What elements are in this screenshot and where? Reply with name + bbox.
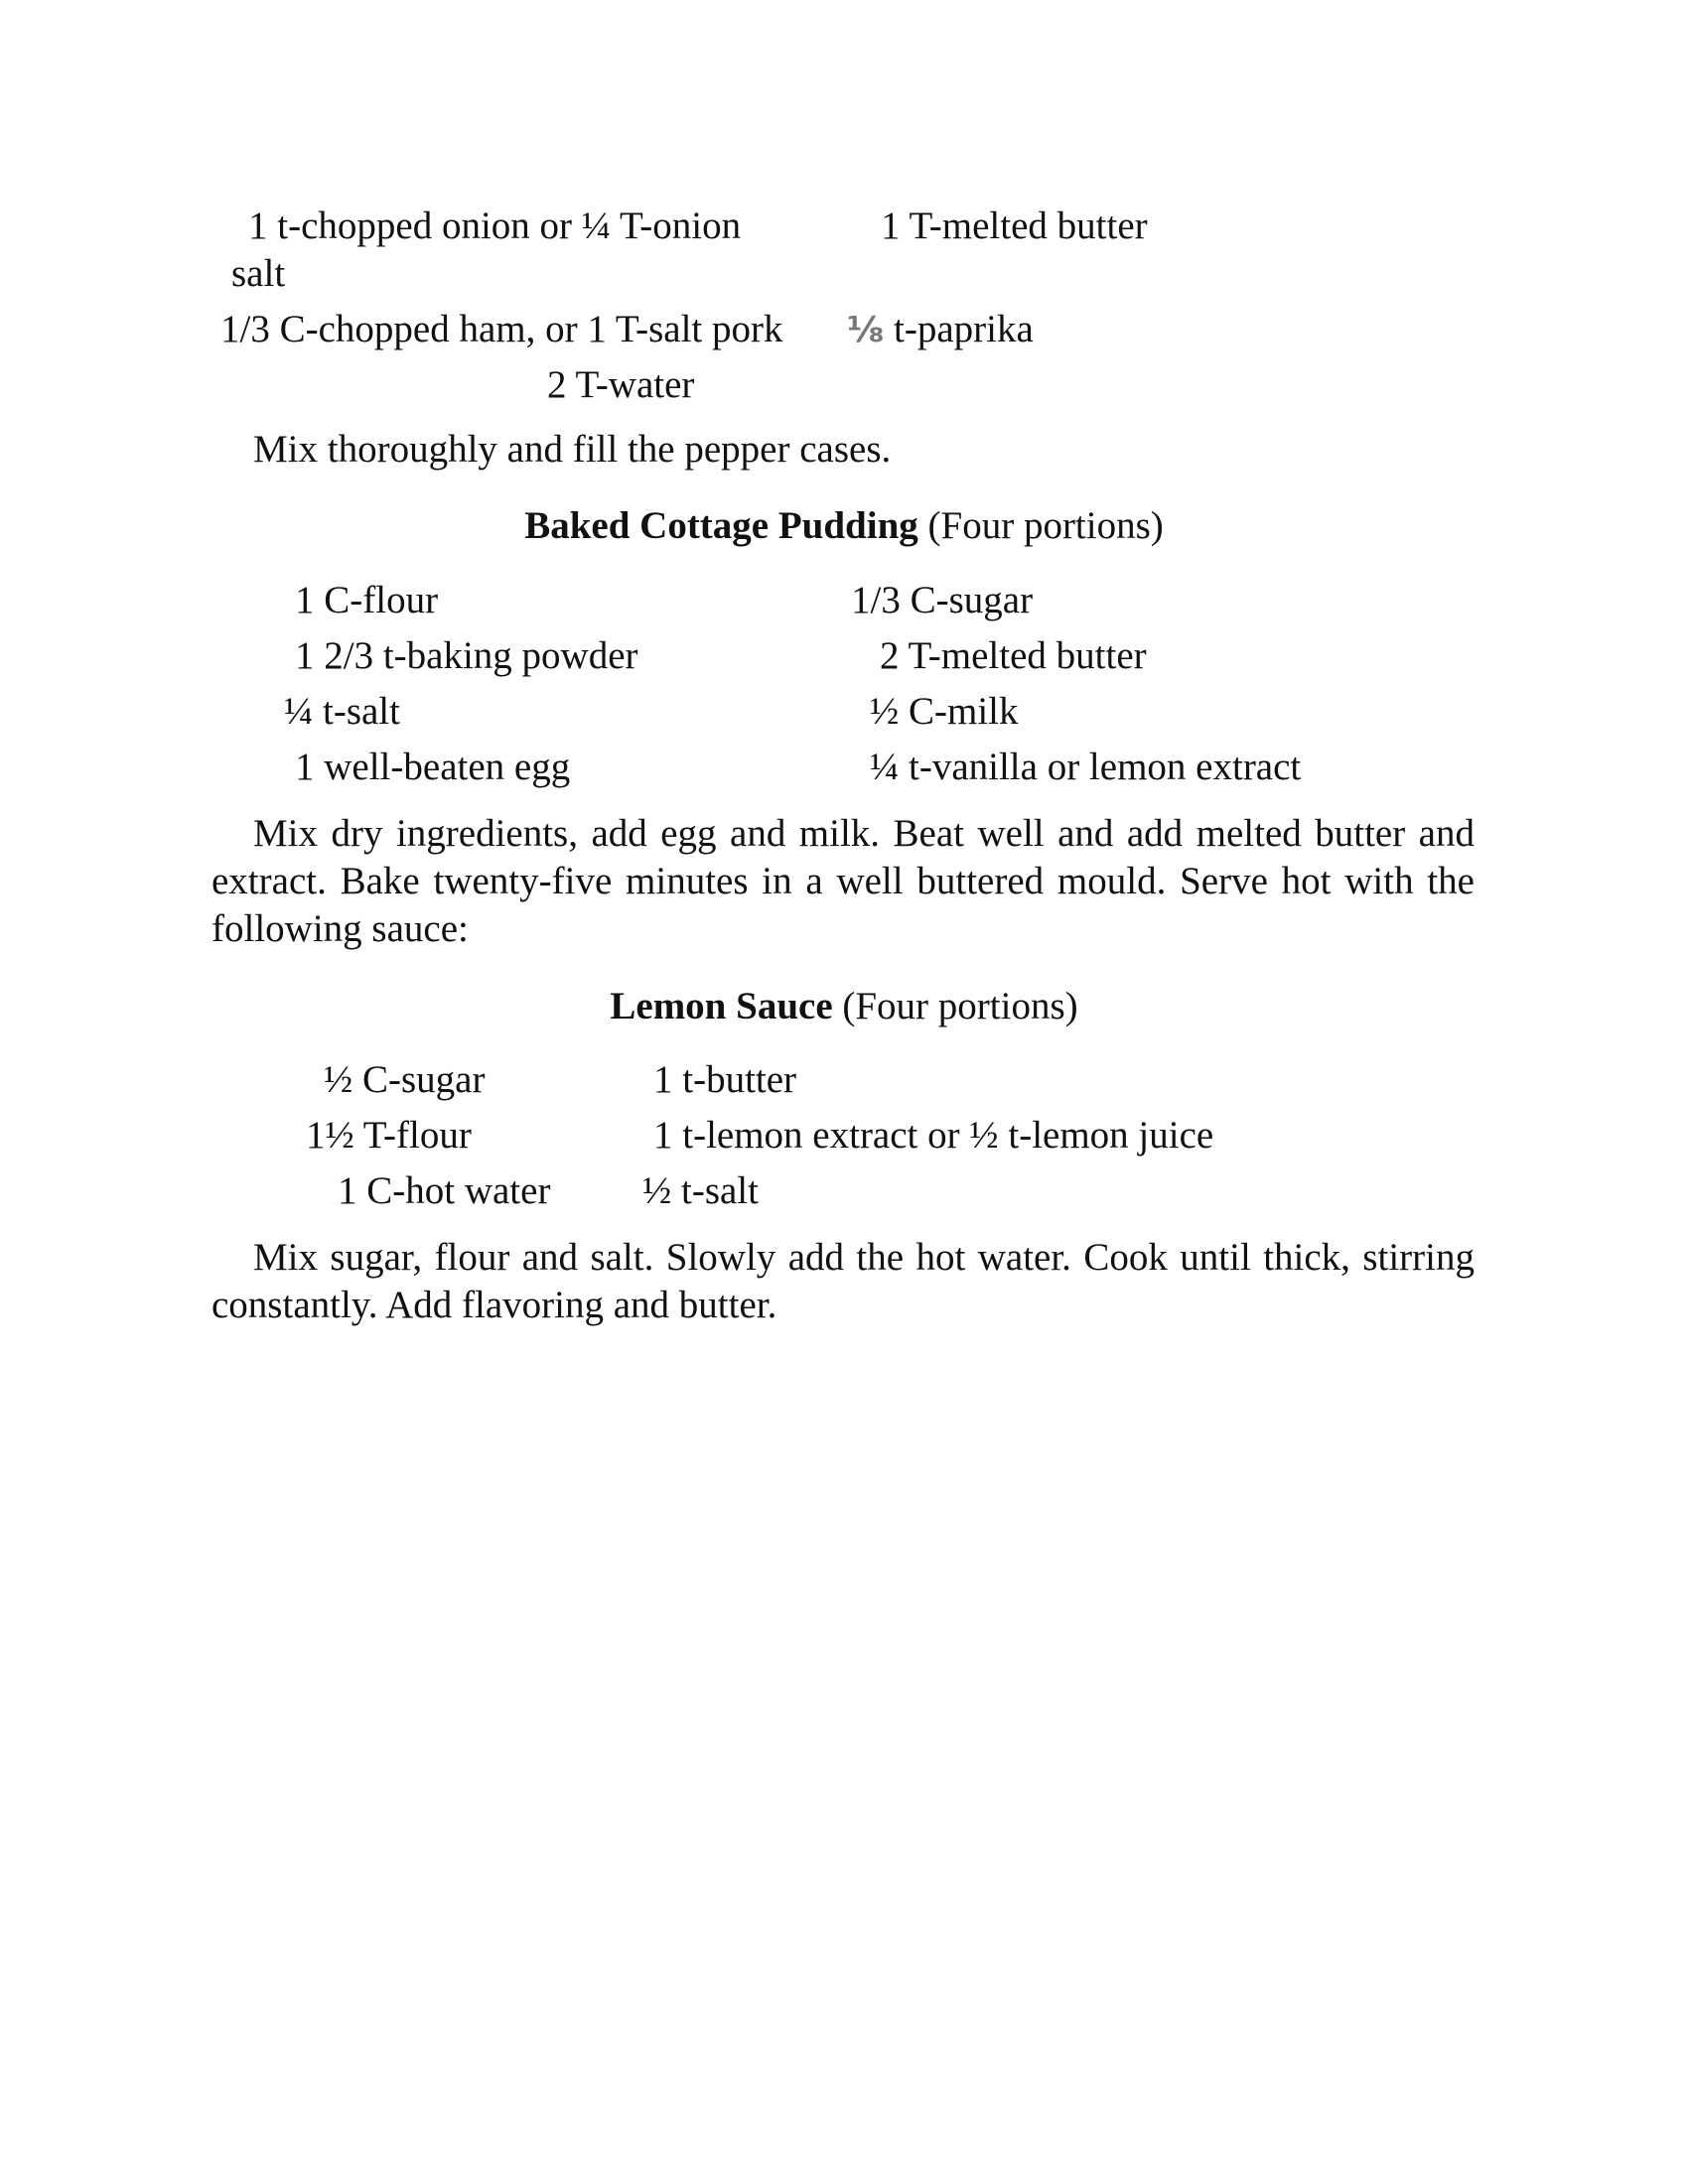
pudding-ingredient-left-3: ¼ t-salt (284, 690, 400, 733)
ingredient-onion-line1: 1 t-chopped onion or ¼ T-onion (248, 205, 742, 247)
pudding-ingredient-left-4: 1 well-beaten egg (295, 746, 571, 788)
sauce-instructions: Mix sugar, flour and salt. Slowly add the hot water. Cook until thick, stirring constantly. Add flavoring and butter. (211, 1236, 1475, 1326)
sauce-heading (0, 987, 1688, 1025)
pudding-title: Baked Cottage Pudding (524, 504, 918, 547)
sauce-ingredient-left-3: 1 C-hot water (338, 1169, 551, 1212)
sauce-title: Lemon Sauce (610, 985, 833, 1027)
pudding-heading (0, 506, 1688, 545)
pudding-ingredient-right-1: 1/3 C-sugar (851, 579, 1034, 621)
pudding-ingredient-left-1: 1 C-flour (295, 579, 439, 621)
pudding-ingredient-left-2: 1 2/3 t-baking powder (295, 634, 638, 677)
sauce-ingredient-right-1: 1 t-butter (653, 1058, 797, 1101)
ingredient-melted-butter: 1 T-melted butter (881, 205, 1148, 247)
stuffing-instructions: Mix thoroughly and fill the pepper cases. (253, 428, 892, 471)
sauce-ingredient-left-1: ½ C-sugar (324, 1058, 486, 1101)
ingredient-paprika (847, 310, 1034, 348)
ingredient-water: 2 T-water (547, 363, 695, 406)
sauce-ingredient-right-2: 1 t-lemon extract or ½ t-lemon juice (653, 1114, 1214, 1157)
ingredient-onion-line2: salt (231, 252, 286, 295)
pudding-ingredient-right-4: ¼ t-vanilla or lemon extract (870, 746, 1302, 788)
paprika-fraction: ⅛ (847, 310, 885, 350)
sauce-portions: (Four portions) (842, 985, 1078, 1027)
paprika-label: t-paprika (894, 308, 1034, 350)
ingredient-ham: 1/3 C-chopped ham, or 1 T-salt pork (220, 308, 783, 350)
sauce-ingredient-right-3: ½ t-salt (642, 1169, 759, 1212)
pudding-portions: (Four portions) (927, 504, 1164, 547)
pudding-instructions: Mix dry ingredients, add egg and milk. Beat well and add melted butter and extract. Bake twenty-five minutes in a well buttered mould. Serve hot with the following sauce: (211, 812, 1475, 950)
sauce-ingredient-left-2: 1½ T-flour (306, 1114, 472, 1157)
pudding-ingredient-right-3: ½ C-milk (870, 690, 1019, 733)
pudding-ingredient-right-2: 2 T-melted butter (880, 634, 1147, 677)
